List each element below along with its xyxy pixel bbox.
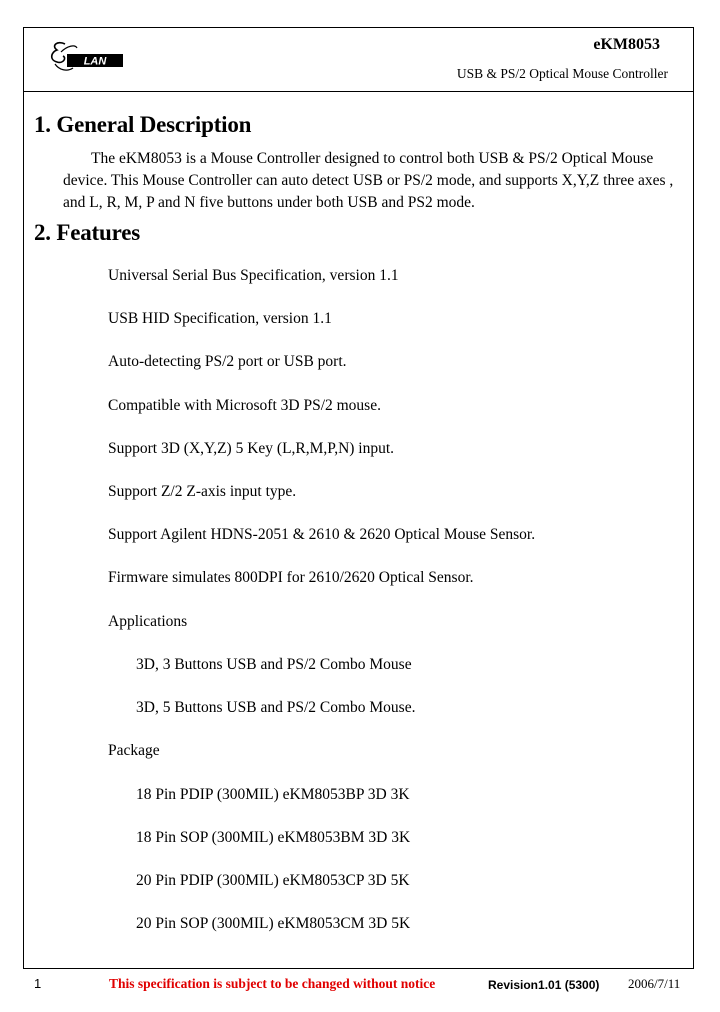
applications-label: Applications bbox=[108, 613, 188, 630]
heading-general-description: 1. General Description bbox=[34, 112, 252, 137]
application-item: 3D, 5 Buttons USB and PS/2 Combo Mouse. bbox=[136, 699, 416, 716]
elan-logo bbox=[47, 38, 127, 78]
revision-date: 2006/7/11 bbox=[628, 976, 681, 991]
general-description-paragraph bbox=[63, 148, 678, 214]
general-description-text: The eKM8053 is a Mouse Controller designed to control both USB & PS/2 Optical Mouse device. This Mouse Controller can auto detect USB or PS/2 mode, and supports X,Y,Z three axes , and L, R, M, P and N five buttons under both USB and PS2 mode. bbox=[63, 150, 674, 211]
application-item: 3D, 3 Buttons USB and PS/2 Combo Mouse bbox=[136, 656, 412, 673]
package-item: 20 Pin SOP (300MIL) eKM8053CM 3D 5K bbox=[136, 915, 411, 932]
package-item: 18 Pin PDIP (300MIL) eKM8053BP 3D 3K bbox=[136, 786, 410, 803]
part-number: eKM8053 bbox=[593, 36, 660, 53]
feature-item: Universal Serial Bus Specification, version 1.1 bbox=[108, 267, 399, 284]
page-number: 1 bbox=[34, 976, 42, 991]
revision-label: Revision1.01 (5300) bbox=[488, 978, 600, 992]
document-subtitle: USB & PS/2 Optical Mouse Controller bbox=[456, 66, 668, 81]
package-label: Package bbox=[108, 742, 160, 759]
package-item: 18 Pin SOP (300MIL) eKM8053BM 3D 3K bbox=[136, 829, 411, 846]
feature-item: Support 3D (X,Y,Z) 5 Key (L,R,M,P,N) input. bbox=[108, 440, 395, 457]
feature-item: Firmware simulates 800DPI for 2610/2620 Optical Sensor. bbox=[108, 569, 474, 586]
feature-item: Support Agilent HDNS-2051 & 2610 & 2620 Optical Mouse Sensor. bbox=[108, 526, 536, 543]
header-divider bbox=[23, 91, 694, 92]
feature-item: USB HID Specification, version 1.1 bbox=[108, 310, 332, 327]
change-notice: This specification is subject to be changed without notice bbox=[109, 976, 436, 991]
feature-item: Auto-detecting PS/2 port or USB port. bbox=[108, 353, 347, 370]
svg-text:LAN: LAN bbox=[83, 55, 107, 68]
heading-features: 2. Features bbox=[34, 220, 140, 245]
package-item: 20 Pin PDIP (300MIL) eKM8053CP 3D 5K bbox=[136, 872, 410, 889]
feature-item: Compatible with Microsoft 3D PS/2 mouse. bbox=[108, 397, 381, 414]
feature-item: Support Z/2 Z-axis input type. bbox=[108, 483, 297, 500]
